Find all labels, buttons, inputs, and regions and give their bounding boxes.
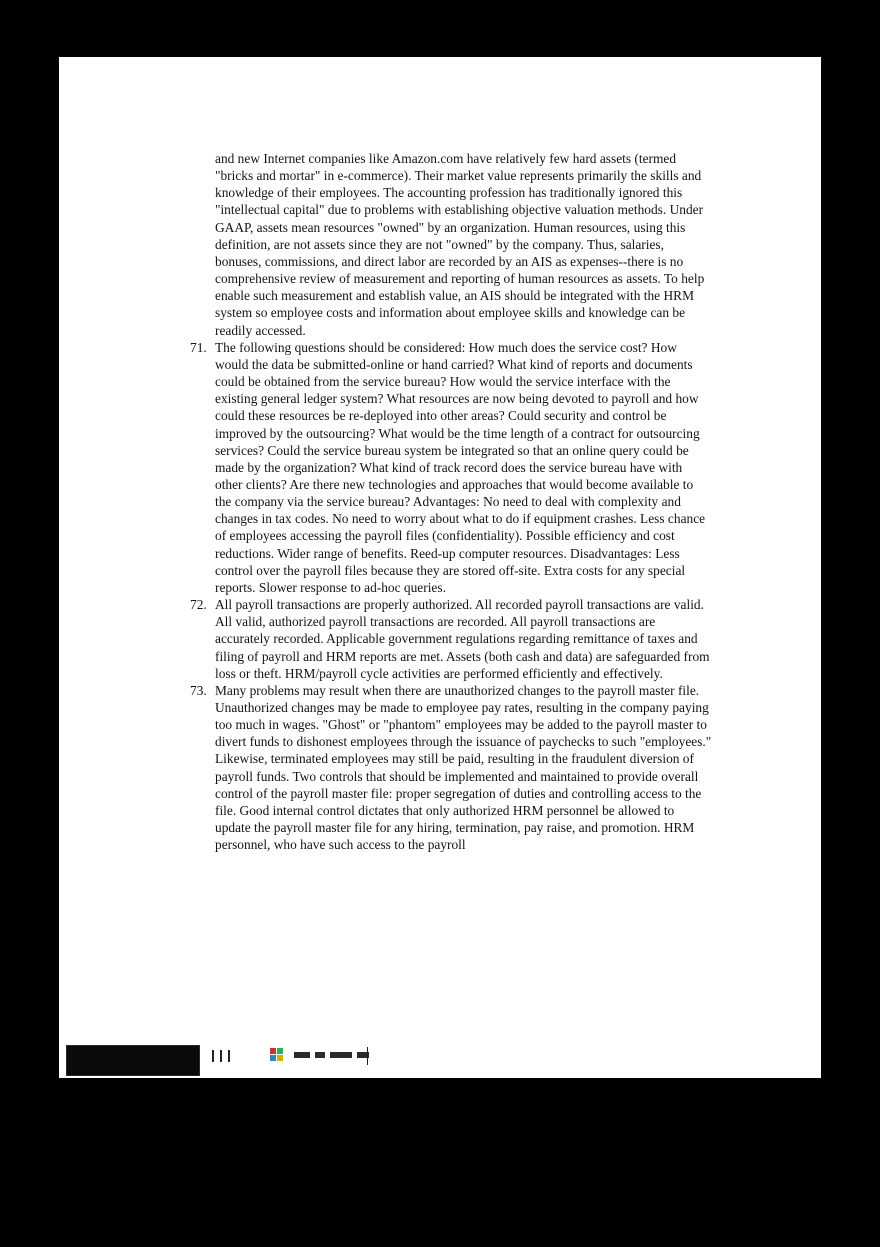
item-number: 73. xyxy=(190,682,207,698)
embedded-taskbar-fragment xyxy=(66,1045,806,1076)
taskbar-text-fragment xyxy=(294,1052,374,1060)
item-text: Many problems may result when there are unauthorized changes to the payroll master file. Unauthorized changes may be made to employee pay rates, resulting in the company paying too much in wages. "Ghost" or "phantom" employees may be added to the payroll master to divert funds to dishonest employees through the issuance of paychecks to such "employees." Likewise, terminated employees may still be paid, resulting in the fraudulent diversion of payroll funds. Two controls that should be implemented and maintained to provide overall control of the payroll master file: proper segregation of duties and controlling access to the file. Good internal control dictates that only authorized HRM personnel be allowed to update the payroll master file for any hiring, termination, pay raise, and promotion. HRM personnel, who have such access to the payroll xyxy=(215,682,712,853)
taskbar-dark-box xyxy=(66,1045,200,1076)
document-text-block xyxy=(190,150,714,853)
item-text: The following questions should be considered: How much does the service cost? How would the data be submitted-online or hand carried? What kind of reports and documents could be obtained from the service bureau? How would the service interface with the existing general ledger system? What resources are now being devoted to payroll and how could these resources be re-deployed into other areas? Could security and control be improved by the outsourcing? What would be the time length of a contract for outsourcing services? Could the service bureau system be integrated so that an online query could be made by the organization? What kind of track record does the service bureau have with other clients? Are there new technologies and approaches that would become available to the company via the service bureau? Advantages: No need to deal with complexity and changes in tax codes. No need to worry about what to do if equipment crashes. Less chance of employees accessing the payroll files (confidentiality). Possible efficiency and cost reductions. Wider range of benefits. Reed-up computer resources. Disadvantages: Less control over the payroll files because they are stored off-site. Extra costs for any special reports. Slower response to ad-hoc queries. xyxy=(215,339,706,595)
item-number: 71. xyxy=(190,339,207,355)
item-number: 72. xyxy=(190,597,207,613)
document-page xyxy=(59,57,821,1078)
list-item xyxy=(190,339,714,596)
item-text: All payroll transactions are properly authorized. All recorded payroll transactions are valid. All valid, authorized payroll transactions are recorded. All payroll transactions are accurately recorded. Applicable government regulations regarding remittance of taxes and filing of payroll and HRM reports are met. Assets (both cash and data) are safeguarded from loss or theft. HRM/payroll cycle activities are performed efficiently and effectively. xyxy=(215,597,710,681)
paragraph-continuation: and new Internet companies like Amazon.com have relatively few hard assets (termed "bricks and mortar" in e-commerce). Their market value represents primarily the skills and knowledge of their employees. The accounting profession has traditionally ignored this "intellectual capital" due to problems with establishing objective valuation methods. Under GAAP, assets mean resources "owned" by an organization. Human resources, using this definition, are not assets since they are not "owned" by the company. Thus, salaries, bonuses, commissions, and direct labor are recorded by an AIS as expenses--there is no comprehensive review of measurement and reporting of human resources as assets. To help enable such measurement and establish value, an AIS should be integrated with the HRM system so employee costs and information about employee skills and knowledge can be readily accessed. xyxy=(215,151,705,338)
taskbar-divider xyxy=(367,1047,368,1065)
list-item xyxy=(190,596,714,682)
taskbar-tick-marks xyxy=(212,1049,236,1063)
list-item xyxy=(190,682,714,854)
windows-logo-icon xyxy=(270,1048,284,1062)
